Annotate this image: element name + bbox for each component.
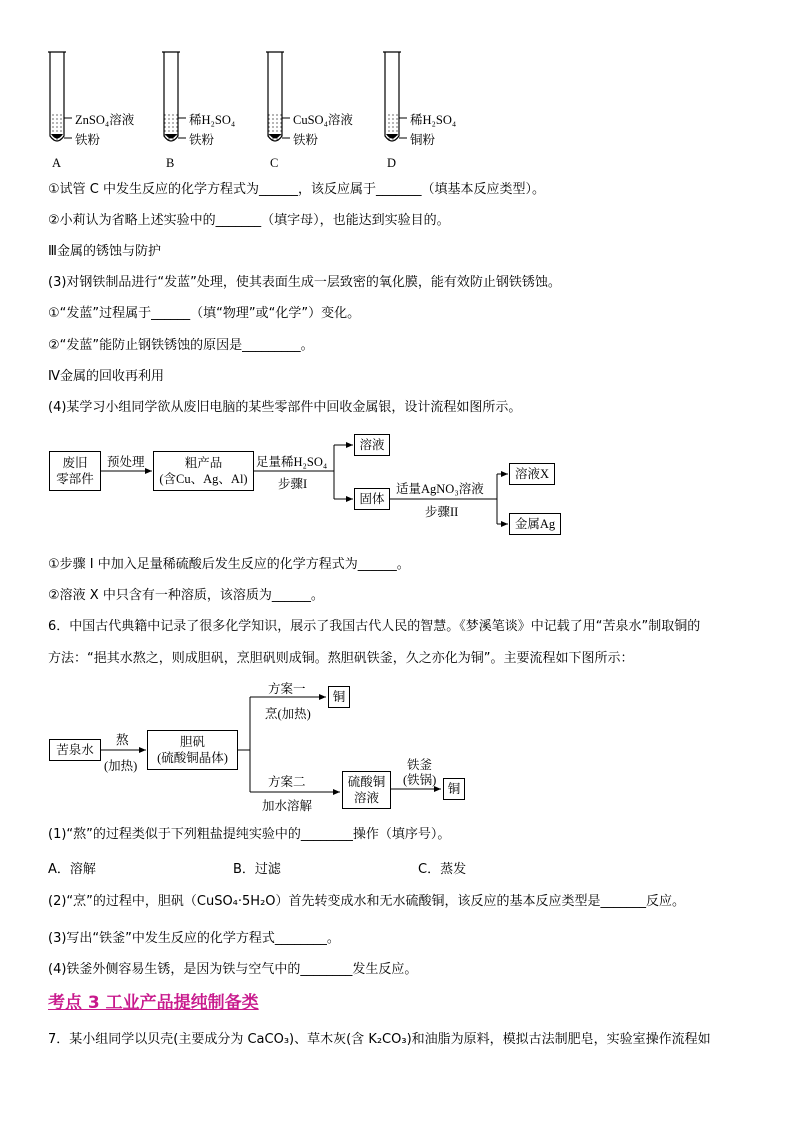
topic-3-heading: 考点 3 工业产品提纯制备类 [48,993,259,1013]
question-4-1: ①步骤 I 中加入足量稀硫酸后发生反应的化学方程式为______。 [48,557,410,572]
tube-a-solution-label: ZnSO₄溶液 [75,113,135,127]
box-waste-parts [49,451,101,491]
label-dilute-sulfuric-acid: 足量稀H₂SO₄ [256,455,328,469]
box-cuso4-line2: 溶液 [353,791,379,805]
tube-d-solid-label: 铜粉 [410,133,436,147]
box-waste-line1: 废旧 [62,456,88,470]
box-solid-label: 固体 [359,492,385,506]
box-blue-vitriol-line2: (硫酸铜晶体) [157,751,228,765]
question-6-4: (4)铁釜外侧容易生锈，是因为铁与空气中的________发生反应。 [48,962,418,977]
question-4-stem: (4)某学习小组同学欲从废旧电脑的某些零部件中回收金属银，设计流程如图所示。 [48,400,522,415]
tube-b-letter: B [166,156,175,170]
box-copper-sulfate-solution [342,771,391,809]
box-solid [354,488,390,510]
label-iron-pot: 铁釜 [407,758,433,772]
question-4-2: ②溶液 X 中只含有一种溶质，该溶质为______。 [48,588,324,603]
question-tube-1: ①试管 C 中发生反应的化学方程式为______，该反应属于_______（填基本反应类型）。 [48,182,545,197]
box-bitter-water-label: 苦泉水 [56,743,94,757]
box-copper-2-label: 铜 [447,782,461,796]
label-plan-2-operation: 加水溶解 [262,799,313,813]
label-step-2: 步骤II [425,505,459,519]
label-plan-2: 方案二 [268,775,306,789]
section-3-title: Ⅲ金属的锈蚀与防护 [48,244,161,259]
option-a: A．溶解 [48,862,96,877]
tube-b-solution-label: 稀H₂SO₄ [189,113,236,127]
question-6-1: (1)“熬”的过程类似于下列粗盐提纯实验中的________操作（填序号）。 [48,827,451,842]
box-metal-silver [509,513,561,535]
box-metal-silver-label: 金属Ag [514,517,556,531]
tube-c-letter: C [270,156,279,170]
label-heat: (加热) [104,759,138,773]
label-boil: 熬 [116,733,129,747]
box-copper-1 [328,686,350,708]
tube-d-letter: D [387,156,397,170]
question-3-2: ②“发蓝”能防止钢铁锈蚀的原因是_________。 [48,338,314,353]
question-6-3: (3)写出“铁釜”中发生反应的化学方程式________。 [48,931,340,946]
tube-a-letter: A [52,156,62,170]
box-cuso4-line1: 硫酸铜 [347,775,386,789]
box-crude-line2: (含Cu、Ag、Al) [159,472,248,486]
question-6-line1: 6．中国古代典籍中记录了很多化学知识，展示了我国古代人民的智慧。《梦溪笔谈》中记载了用“苦泉水”制取铜的 [48,619,701,634]
box-solution-x [509,463,555,485]
box-solution-x-label: 溶液X [514,467,550,481]
box-copper-2 [443,778,465,800]
label-step-1: 步骤I [278,477,308,491]
tube-b-solid-label: 铁粉 [189,133,215,147]
label-plan-1-operation: 烹(加热) [265,707,311,721]
section-4-title: Ⅳ金属的回收再利用 [48,369,164,384]
box-crude-line1: 粗产品 [184,456,223,470]
box-crude-product [153,451,254,491]
label-plan-1: 方案一 [268,682,306,696]
label-iron-wok: (铁锅) [403,773,437,787]
question-6-line2: 方法：“挹其水熬之，则成胆矾，烹胆矾则成铜。熬胆矾铁釜，久之亦化为铜”。主要流程如下图所示： [48,651,634,666]
option-c: C．蒸发 [418,862,467,877]
box-blue-vitriol-line1: 胆矾 [179,735,205,749]
question-3-1: ①“发蓝”过程属于______（填“物理”或“化学”）变化。 [48,306,361,321]
box-copper-1-label: 铜 [332,690,346,704]
label-pretreatment: 预处理 [107,455,145,469]
question-6-2: (2)“烹”的过程中，胆矾（CuSO₄·5H₂O）首先转变成水和无水硫酸铜，该反应的基本反应类型是_______反应。 [48,894,686,909]
question-3-stem: (3)对钢铁制品进行“发蓝”处理，使其表面生成一层致密的氧化膜，能有效防止钢铁锈蚀。 [48,275,561,290]
box-solution-label: 溶液 [359,438,385,452]
box-blue-vitriol [147,730,238,770]
tube-a-solid-label: 铁粉 [75,133,101,147]
tube-c-solution-label: CuSO₄溶液 [293,113,353,127]
box-bitter-spring-water [49,739,101,761]
tube-d-solution-label: 稀H₂SO₄ [410,113,457,127]
label-silver-nitrate: 适量AgNO₃溶液 [396,482,484,496]
box-waste-line2: 零部件 [56,472,94,486]
question-7-line1: 7．某小组同学以贝壳(主要成分为 CaCO₃)、草木灰(含 K₂CO₃)和油脂为原料，模拟古法制肥皂，实验室操作流程如 [48,1032,711,1047]
question-tube-2: ②小莉认为省略上述实验中的_______（填字母），也能达到实验目的。 [48,213,450,228]
box-solution [354,434,390,456]
tube-c-solid-label: 铁粉 [293,133,319,147]
option-b: B．过滤 [233,862,281,877]
